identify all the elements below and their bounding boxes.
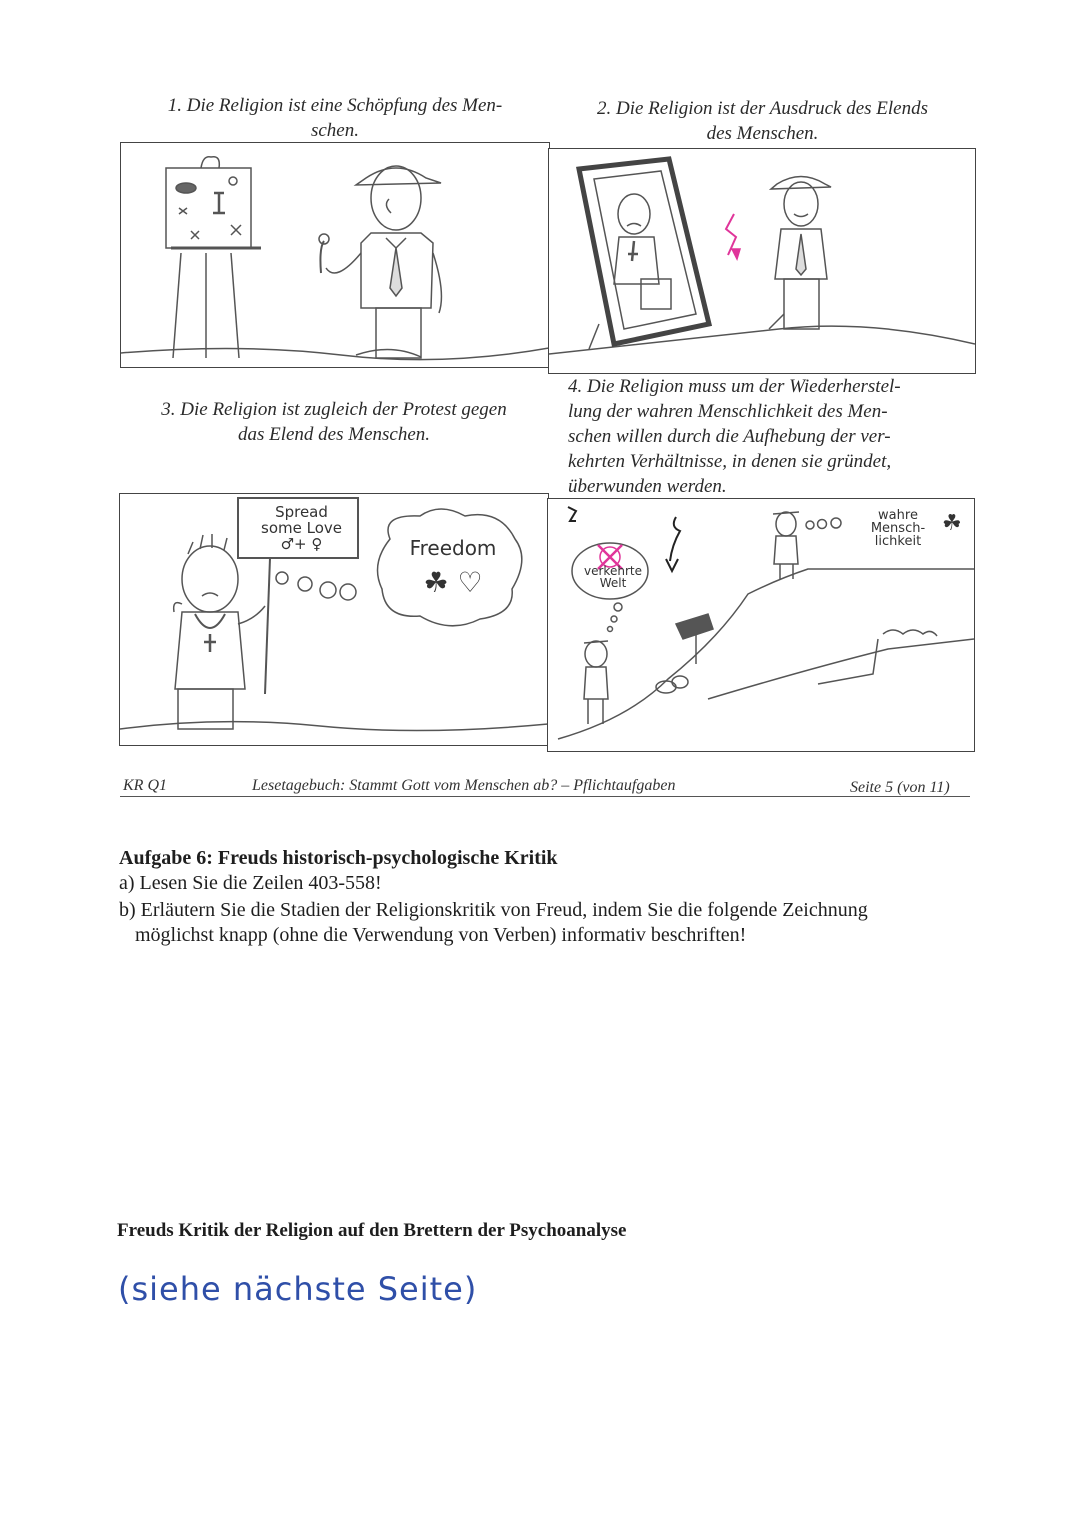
comic-panel-2 bbox=[548, 148, 976, 374]
crossed-world-line-2: Welt bbox=[599, 576, 627, 590]
panel-2-drawing bbox=[549, 149, 975, 373]
thought-freedom: Freedom bbox=[409, 536, 497, 560]
true-humanity-label bbox=[853, 509, 943, 548]
sign-line-3: ♂+ ♀ bbox=[280, 535, 323, 553]
footer-page: Seite 5 (von 11) bbox=[850, 779, 950, 796]
comic-panel-3 bbox=[119, 493, 549, 746]
task-6-heading: Aufgabe 6: Freuds historisch-psychologische Kritik bbox=[119, 847, 558, 869]
true-humanity-line-1: wahre bbox=[878, 508, 918, 523]
true-humanity-line-3: lichkeit bbox=[874, 534, 922, 549]
panel-2-caption: 2. Die Religion ist der Ausdruck des Elends des Menschen. bbox=[596, 98, 929, 144]
sign-line-1: Spread bbox=[275, 503, 328, 521]
sign-line-2: some Love bbox=[261, 519, 342, 537]
panel-1-drawing bbox=[121, 143, 549, 367]
comic-panel-4 bbox=[547, 498, 975, 752]
task-6-b-line-1: b) Erläutern Sie die Stadien der Religionskritik von Freud, indem Sie die folgende Zeichnung bbox=[119, 899, 868, 921]
crossed-world-label bbox=[578, 565, 648, 589]
task-6-b-line-2: möglichst knapp (ohne die Verwendung von Verben) informativ beschriften! bbox=[135, 924, 747, 946]
crossed-world-line-1: verkehrte bbox=[584, 564, 642, 578]
panel-1-caption: 1. Die Religion ist eine Schöpfung des Men- schen. bbox=[167, 95, 503, 141]
panel-4-caption: 4. Die Religion muss um der Wiederherstel- lung der wahren Menschlichkeit des Men- schen willen durch die Aufhebung der ver- kehrten Verhältnisse, in denen sie gründet, überwunden werden. bbox=[568, 376, 901, 497]
true-humanity-line-2: Mensch- bbox=[870, 521, 926, 536]
clover-icon: ☘ bbox=[942, 511, 962, 536]
task-6-a: a) Lesen Sie die Zeilen 403-558! bbox=[119, 872, 382, 894]
panel-3-caption: 3. Die Religion ist zugleich der Protest gegen das Elend des Menschen. bbox=[161, 399, 507, 445]
handwritten-note: (siehe nächste Seite) bbox=[118, 1270, 478, 1308]
protest-sign bbox=[244, 504, 359, 552]
thought-symbols: ☘ ♡ bbox=[423, 566, 483, 599]
footer-course: KR Q1 bbox=[123, 777, 167, 794]
section-heading: Freuds Kritik der Religion auf den Brettern der Psychoanalyse bbox=[117, 1220, 627, 1241]
comic-panel-1 bbox=[120, 142, 550, 368]
footer-title: Lesetagebuch: Stammt Gott vom Menschen ab? – Pflichtaufgaben bbox=[252, 777, 676, 794]
